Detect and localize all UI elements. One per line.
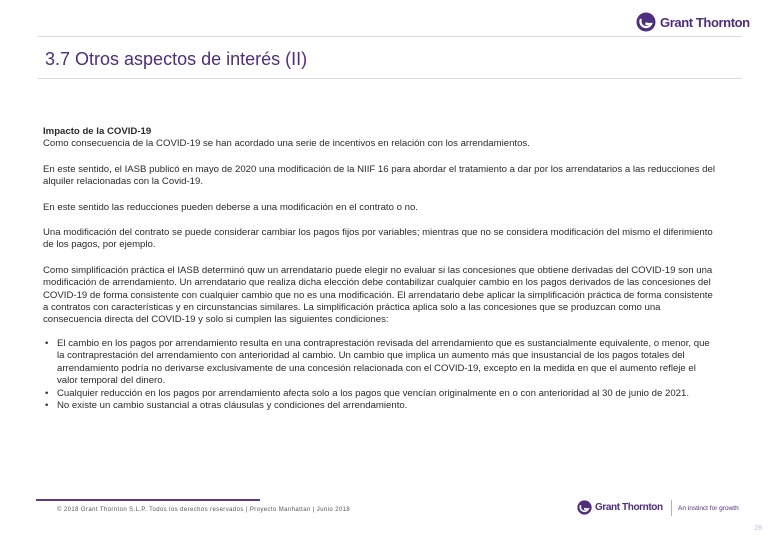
header-bottom-rule <box>38 78 742 79</box>
footer-divider <box>671 500 672 516</box>
grant-thornton-logo-icon <box>577 500 592 515</box>
header-top-rule <box>38 36 742 37</box>
footer-tagline: An instinct for growth <box>678 505 739 512</box>
footer-rule <box>36 499 260 501</box>
paragraph-3: En este sentido las reducciones pueden deberse a una modificación en el contrato o no. <box>43 201 418 213</box>
paragraph-4: Una modificación del contrato se puede considerar cambiar los pagos fijos por variables; mientras que no se considera modificación del mismo el diferimiento de los pagos, por ejemplo. <box>43 227 713 251</box>
list-item <box>43 338 719 388</box>
footer-logo <box>577 500 663 515</box>
list-item-text: El cambio en los pagos por arrendamiento resulta en una contraprestación revisada del arrendamiento que es sustancialmente equivalente, o menor, que la contraprestación del arrendamiento con anterioridad al cambio. Un cambio que implica un aumento más que insustancial de los pagos totales del arrendamiento podría no derivarse exclusivamente de una concesión relacionada con el COVID-19, excepto en la medida en que el aumento refleje el valor temporal del dinero. <box>57 337 710 387</box>
bullet-icon: • <box>45 387 49 399</box>
list-item <box>43 400 719 412</box>
footer-copyright: © 2018 Grant Thornton S.L.P. Todos los derechos reservados | Proyecto Manhattan | Junio 2018 <box>57 507 351 513</box>
list-item <box>43 388 719 400</box>
bullet-icon: • <box>45 337 49 349</box>
section-heading: Impacto de la COVID-19 <box>43 126 152 137</box>
main-content <box>43 126 719 412</box>
bullet-icon: • <box>45 399 49 411</box>
page-title: 3.7 Otros aspectos de interés (II) <box>45 49 308 69</box>
footer-brand-name: Grant Thornton <box>595 502 663 513</box>
grant-thornton-logo <box>636 12 750 32</box>
paragraph-1: Como consecuencia de la COVID-19 se han acordado una serie de incentivos en relación con los arrendamientos. <box>43 138 530 150</box>
intro-paragraph <box>43 126 719 151</box>
brand-name: Grant Thornton <box>660 14 750 30</box>
grant-thornton-logo-icon <box>636 12 656 32</box>
list-item-text: Cualquier reducción en los pagos por arrendamiento afecta solo a los pagos que vencían originalmente en o con anterioridad al 30 de junio de 2021. <box>57 387 690 399</box>
paragraph-5: Como simplificación práctica el IASB determinó quw un arrendatario puede elegir no evaluar si las concesiones que obtiene derivadas del COVID-19 son una modificación de arrendamiento. Un arrendatario que realiza dicha elección debe contabilizar cualquier cambio en los pagos derivados de las concesiones del COVID-19 de forma consistente con cualquier cambio que no es una modificación. El arrendatario debe aplicar la simplificación práctica de forma consistente a contratos con características y en circunstancias similares. La simplificación práctica aplica solo a las concesiones que se produzcan como una consecuencia directa del COVID-19 y solo si cumplen las siguientes condiciones: <box>43 264 713 326</box>
list-item-text: No existe un cambio sustancial a otras cláusulas y condiciones del arrendamiento. <box>57 399 408 411</box>
conditions-list <box>43 338 719 412</box>
page-number: 28 <box>754 525 762 532</box>
paragraph-2: En este sentido, el IASB publicó en mayo de 2020 una modificación de la NIIF 16 para abordar el tratamiento a dar por los arrendatarios a las reducciones del alquiler relacionadas con la Covid-19. <box>43 163 715 188</box>
